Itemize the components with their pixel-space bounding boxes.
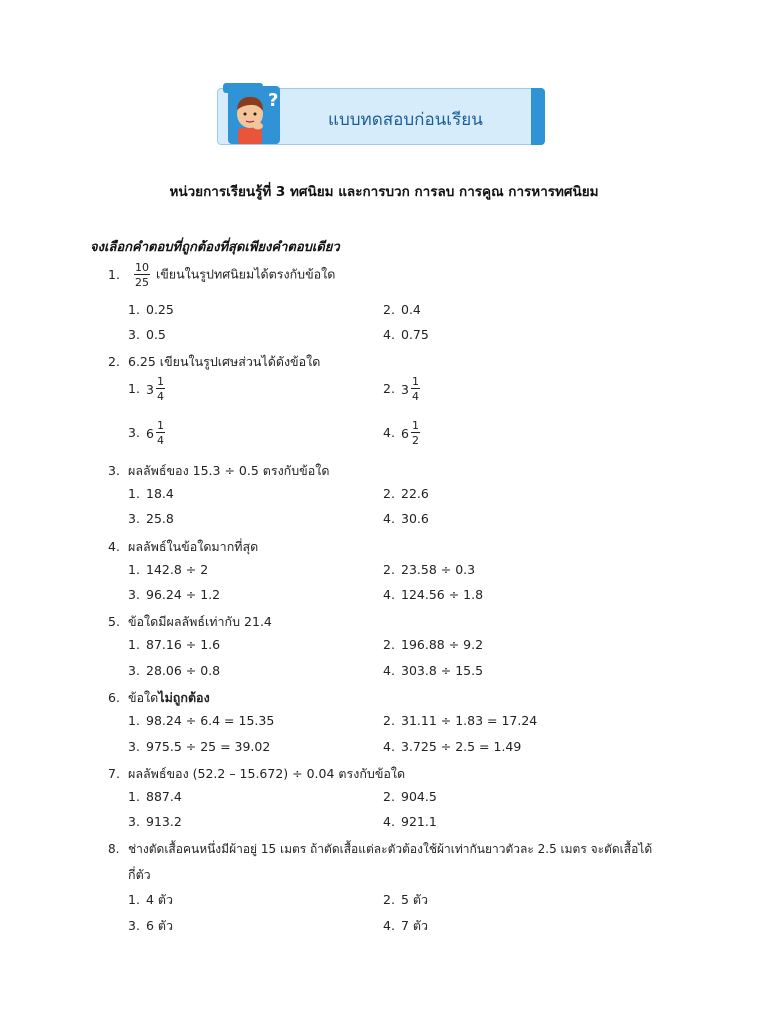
question-4: 4. ผลลัพธ์ในข้อใดมากที่สุด (108, 539, 259, 554)
question-8: 8. ช่างตัดเสื้อคนหนึ่งมีผ้าอยู่ 15 เมตร ถ้าตัดเสื้อแต่ละตัวต้องใช้ผ้าเท่ากันยาวตัวละ 2.5 เมตร จะตัดเสื้อได้ (108, 842, 653, 856)
option[interactable]: 4. 0.75 (383, 327, 429, 342)
option[interactable]: 4. 7 ตัว (383, 918, 429, 933)
question-text: ผลลัพธ์ของ (52.2 – 15.672) ÷ 0.04 ตรงกับข้อใด (128, 766, 406, 781)
option[interactable]: 2. 3 $\frac{1}{4}$ (383, 375, 419, 403)
question-text: ผลลัพธ์ในข้อใดมากที่สุด (128, 539, 259, 554)
option[interactable]: 4. 124.56 ÷ 1.8 (383, 587, 484, 602)
option[interactable]: 3. 0.5 (128, 327, 166, 342)
question-1 (108, 262, 335, 288)
option[interactable]: 1. 18.4 (128, 486, 174, 501)
svg-text:?: ? (268, 90, 279, 111)
option[interactable]: 4. 303.8 ÷ 15.5 (383, 663, 484, 678)
question-text: ข้อใดมีผลลัพธ์เท่ากับ 21.4 (128, 614, 272, 629)
question-fraction: $\frac{10}{25}$ (134, 261, 149, 289)
option[interactable]: 3. 6 ตัว (128, 918, 174, 933)
option[interactable]: 1. 3 $\frac{1}{4}$ (128, 375, 164, 403)
option[interactable]: 3. 913.2 (128, 814, 182, 829)
option[interactable]: 2. 196.88 ÷ 9.2 (383, 637, 484, 652)
option[interactable]: 1. 887.4 (128, 789, 182, 804)
option[interactable]: 2. 31.11 ÷ 1.83 = 17.24 (383, 713, 538, 728)
page-heading: หน่วยการเรียนรู้ที่ 3 ทศนิยม และการบวก การลบ การคูณ การหารทศนิยม (169, 184, 599, 200)
question-text: เขียนในรูปทศนิยมได้ตรงกับข้อใด (155, 266, 336, 282)
option[interactable]: 4. 30.6 (383, 511, 429, 526)
option[interactable]: 2. 23.58 ÷ 0.3 (383, 562, 476, 577)
option[interactable]: 3. 96.24 ÷ 1.2 (128, 587, 221, 602)
question-6: 6. ข้อใดไม่ถูกต้อง (108, 690, 210, 705)
option[interactable]: 3. 28.06 ÷ 0.8 (128, 663, 221, 678)
question-7: 7. ผลลัพธ์ของ (52.2 – 15.672) ÷ 0.04 ตรงกับข้อใด (108, 766, 406, 781)
option[interactable]: 3. 975.5 ÷ 25 = 39.02 (128, 739, 271, 754)
question-3: 3. ผลลัพธ์ของ 15.3 ÷ 0.5 ตรงกับข้อใด (108, 463, 330, 478)
question-5: 5. ข้อใดมีผลลัพธ์เท่ากับ 21.4 (108, 614, 272, 629)
option[interactable]: 3. 25.8 (128, 511, 174, 526)
thinking-kid-icon (228, 84, 280, 144)
question-text: ช่างตัดเสื้อคนหนึ่งมีผ้าอยู่ 15 เมตร ถ้าตัดเสื้อแต่ละตัวต้องใช้ผ้าเท่ากันยาวตัวละ 2.5 เมตร จะตัดเสื้อได้ (128, 842, 653, 856)
option[interactable]: 1. 98.24 ÷ 6.4 = 15.35 (128, 713, 275, 728)
option[interactable]: 1. 142.8 ÷ 2 (128, 562, 209, 577)
option[interactable]: 2. 0.4 (383, 302, 421, 317)
option[interactable]: 2. 5 ตัว (383, 892, 429, 907)
option[interactable]: 4. 3.725 ÷ 2.5 = 1.49 (383, 739, 522, 754)
option[interactable]: 1. 0.25 (128, 302, 174, 317)
question-8-continued: กี่ตัว (128, 867, 151, 882)
emphasis-text: ไม่ถูกต้อง (158, 690, 210, 705)
option[interactable]: 3. 6 $\frac{1}{4}$ (128, 419, 164, 447)
instruction-text: จงเลือกคำตอบที่ถูกต้องที่สุดเพียงคำตอบเดียว (90, 240, 340, 255)
option[interactable]: 2. 22.6 (383, 486, 429, 501)
banner-title: แบบทดสอบก่อนเรียน (328, 110, 483, 130)
question-text: ผลลัพธ์ของ 15.3 ÷ 0.5 ตรงกับข้อใด (128, 463, 330, 478)
option[interactable]: 4. 921.1 (383, 814, 437, 829)
option[interactable]: 2. 904.5 (383, 789, 437, 804)
question-text: 6.25 เขียนในรูปเศษส่วนได้ดังข้อใด (128, 354, 321, 369)
option[interactable]: 4. 6 $\frac{1}{2}$ (383, 419, 419, 447)
banner-accent-right (531, 88, 545, 145)
question-number: 1. (108, 266, 120, 282)
question-2: 2. 6.25 เขียนในรูปเศษส่วนได้ดังข้อใด (108, 354, 321, 369)
option[interactable]: 1. 87.16 ÷ 1.6 (128, 637, 221, 652)
option[interactable]: 1. 4 ตัว (128, 892, 174, 907)
